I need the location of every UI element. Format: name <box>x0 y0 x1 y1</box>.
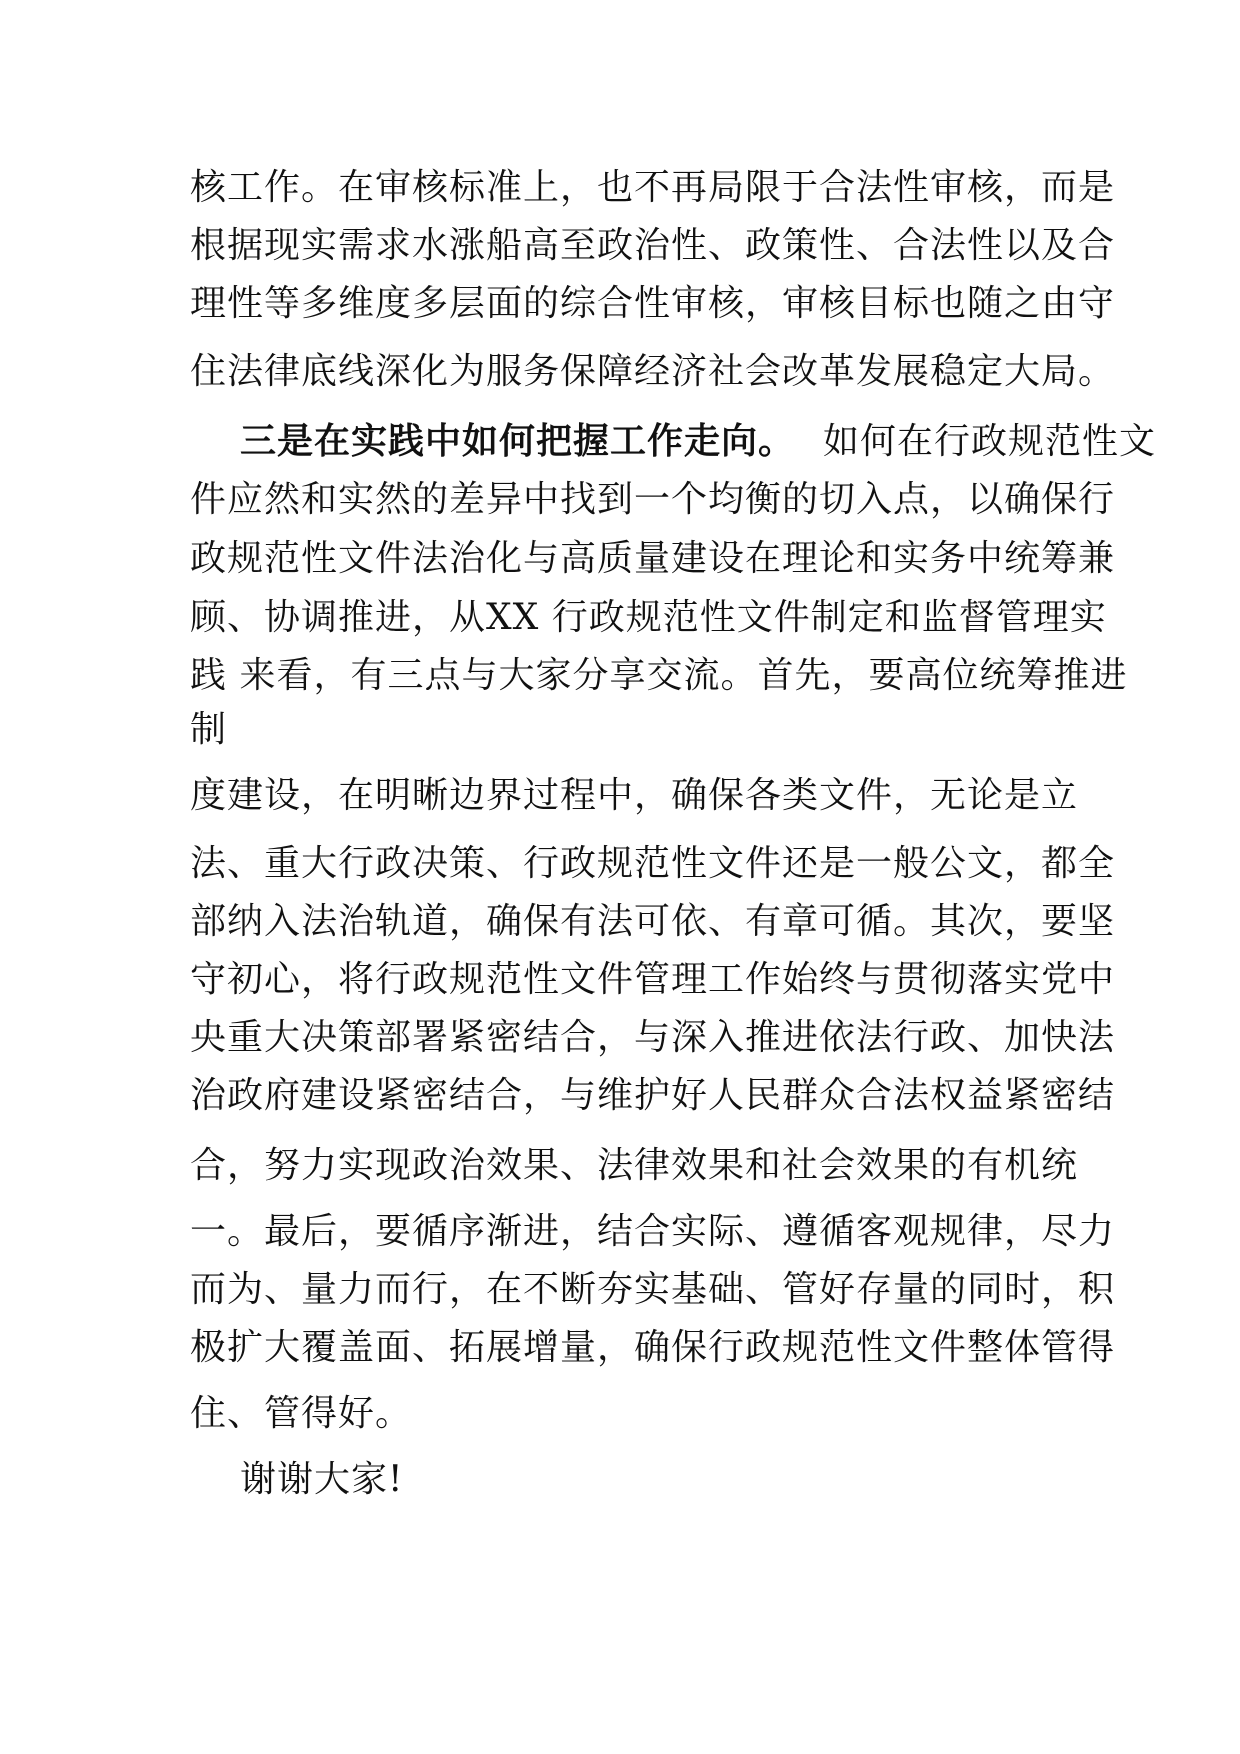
text-line: 部纳入法治轨道，确保有法可依、有章可循。其次，要坚 <box>190 901 1116 942</box>
text-line: 央重大决策部署紧密结合，与深入推进依法行政、加快法 <box>190 1017 1116 1058</box>
text-line: 顾、协调推进，从XX 行政规范性文件制定和监督管理实 <box>190 597 1107 638</box>
text-line: 而为、量力而行，在不断夯实基础、管好存量的同时，积 <box>190 1269 1116 1310</box>
text-line: 治政府建设紧密结合，与维护好人民群众合法权益紧密结 <box>190 1075 1116 1116</box>
closing-remark: 谢谢大家! <box>240 1459 404 1500</box>
text-line: 极扩大覆盖面、拓展增量，确保行政规范性文件整体管得 <box>190 1327 1116 1368</box>
text-line: 法、重大行政决策、行政规范性文件还是一般公文，都全 <box>190 843 1116 884</box>
text-line: 合，努力实现政治效果、法律效果和社会效果的有机统 <box>190 1145 1079 1186</box>
text-line: 政规范性文件法治化与高质量建设在理论和实务中统筹兼 <box>190 538 1116 579</box>
text-line: 根据现实需求水涨船高至政治性、政策性、合法性以及合 <box>190 225 1116 266</box>
text-line: 制 <box>190 709 228 750</box>
text-line: 件应然和实然的差异中找到一个均衡的切入点，以确保行 <box>190 479 1116 520</box>
text-line: 住法律底线深化为服务保障经济社会改革发展稳定大局。 <box>190 351 1116 392</box>
section-heading: 三是在实践中如何把握工作走向。 <box>240 420 796 462</box>
text-line: 度建设，在明晰边界过程中，确保各类文件，无论是立 <box>190 775 1079 816</box>
paragraph-first-line <box>240 419 1156 464</box>
text-line: 理性等多维度多层面的综合性审核，审核目标也随之由守 <box>190 283 1116 324</box>
text-run: 如何在行政规范性文 <box>823 421 1157 462</box>
text-line: 住、管得好。 <box>190 1393 413 1434</box>
text-line: 守初心，将行政规范性文件管理工作始终与贯彻落实党中 <box>190 959 1116 1000</box>
text-line: 核工作。在审核标准上，也不再局限于合法性审核，而是 <box>190 167 1116 208</box>
text-line: 一。最后，要循序渐进，结合实际、遵循客观规律，尽力 <box>190 1211 1116 1252</box>
text-line: 践 来看，有三点与大家分享交流。首先，要高位统筹推进 <box>190 655 1128 696</box>
